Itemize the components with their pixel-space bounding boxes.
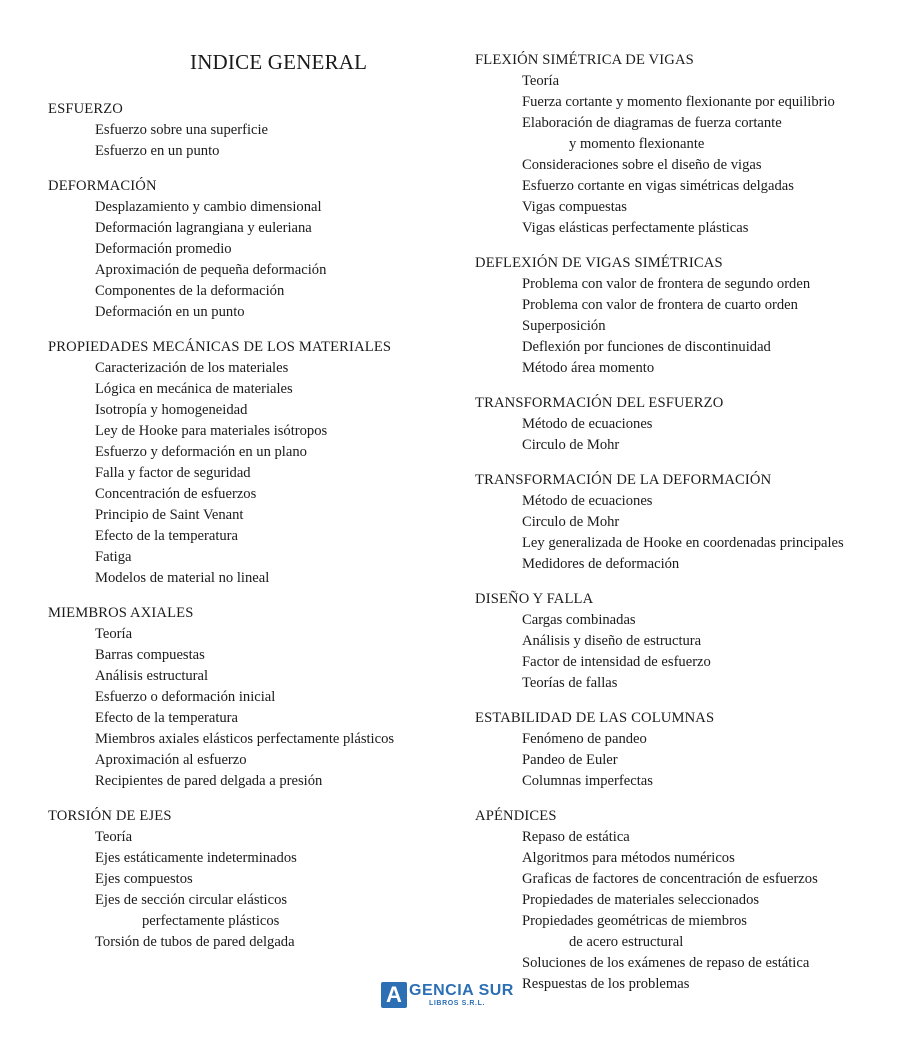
logo-text: GENCIA SUR xyxy=(409,982,514,999)
toc-entry: Consideraciones sobre el diseño de vigas xyxy=(522,157,762,173)
section-heading: TRANSFORMACIÓN DE LA DEFORMACIÓN xyxy=(475,472,772,488)
toc-section xyxy=(48,176,468,323)
toc-section xyxy=(48,806,468,953)
section-heading: DISEÑO Y FALLA xyxy=(475,591,594,607)
section-heading: ESTABILIDAD DE LAS COLUMNAS xyxy=(475,710,715,726)
toc-entry: Esfuerzo cortante en vigas simétricas delgadas xyxy=(522,178,794,194)
logo-subtext: LIBROS S.R.L. xyxy=(429,1000,486,1007)
toc-entry: Concentración de esfuerzos xyxy=(95,486,257,502)
toc-entry: Superposición xyxy=(522,318,606,334)
toc-entry: Recipientes de pared delgada a presión xyxy=(95,773,323,789)
toc-entry: Caracterización de los materiales xyxy=(95,360,289,376)
toc-entry: Fuerza cortante y momento flexionante por equilibrio xyxy=(522,94,835,110)
section-heading: FLEXIÓN SIMÉTRICA DE VIGAS xyxy=(475,52,694,68)
toc-entry: Componentes de la deformación xyxy=(95,283,285,299)
toc-entry: Deflexión por funciones de discontinuidad xyxy=(522,339,771,355)
toc-entry: Medidores de deformación xyxy=(522,556,680,572)
toc-section xyxy=(475,708,905,792)
toc-entry: Vigas elásticas perfectamente plásticas xyxy=(522,220,749,236)
toc-entry: de acero estructural xyxy=(569,934,684,950)
section-heading: MIEMBROS AXIALES xyxy=(48,605,194,621)
toc-entry: Ejes estáticamente indeterminados xyxy=(95,850,297,866)
toc-section xyxy=(475,806,905,995)
section-heading: DEFORMACIÓN xyxy=(48,178,157,194)
toc-entry: Circulo de Mohr xyxy=(522,514,620,530)
toc-entry: Teoría xyxy=(95,829,133,845)
toc-entry: Lógica en mecánica de materiales xyxy=(95,381,293,397)
toc-entry: Deformación en un punto xyxy=(95,304,245,320)
toc-entry: Teoría xyxy=(95,626,133,642)
section-heading: APÉNDICES xyxy=(475,808,557,824)
toc-entry: Aproximación de pequeña deformación xyxy=(95,262,327,278)
toc-entry: Ley de Hooke para materiales isótropos xyxy=(95,423,328,439)
toc-section xyxy=(475,50,905,239)
toc-entry: Efecto de la temperatura xyxy=(95,528,239,544)
toc-entry: Ejes compuestos xyxy=(95,871,193,887)
page-title: INDICE GENERAL xyxy=(190,50,368,74)
toc-entry: Repaso de estática xyxy=(522,829,630,845)
section-heading: TRANSFORMACIÓN DEL ESFUERZO xyxy=(475,395,724,411)
toc-entry: Respuestas de los problemas xyxy=(522,976,690,992)
toc-section xyxy=(475,589,905,694)
toc-entry: Torsión de tubos de pared delgada xyxy=(95,934,295,950)
toc-entry: Vigas compuestas xyxy=(522,199,627,215)
toc-entry: Falla y factor de seguridad xyxy=(95,465,251,481)
logo-letter-icon: A xyxy=(381,982,407,1008)
toc-entry: Propiedades de materiales seleccionados xyxy=(522,892,760,908)
toc-entry: Fenómeno de pandeo xyxy=(522,731,647,747)
toc-section xyxy=(475,253,905,379)
toc-entry: Ley generalizada de Hooke en coordenadas principales xyxy=(522,535,844,551)
toc-entry: Propiedades geométricas de miembros xyxy=(522,913,747,929)
toc-entry: Teoría xyxy=(522,73,560,89)
toc-section xyxy=(48,603,468,792)
toc-entry: Análisis y diseño de estructura xyxy=(522,633,702,649)
toc-entry: Teorías de fallas xyxy=(522,675,618,691)
toc-entry: Aproximación al esfuerzo xyxy=(95,752,247,768)
section-heading: TORSIÓN DE EJES xyxy=(48,808,172,824)
toc-entry: Deformación lagrangiana y euleriana xyxy=(95,220,312,236)
toc-entry: Cargas combinadas xyxy=(522,612,636,628)
section-heading: ESFUERZO xyxy=(48,101,123,117)
toc-entry: Deformación promedio xyxy=(95,241,232,257)
toc-entry: Barras compuestas xyxy=(95,647,205,663)
toc-entry: Algoritmos para métodos numéricos xyxy=(522,850,735,866)
toc-entry: Fatiga xyxy=(95,549,132,565)
toc-entry: Problema con valor de frontera de cuarto orden xyxy=(522,297,798,313)
toc-entry: Isotropía y homogeneidad xyxy=(95,402,248,418)
section-heading: DEFLEXIÓN DE VIGAS SIMÉTRICAS xyxy=(475,255,723,271)
toc-section xyxy=(475,393,905,456)
toc-section xyxy=(48,99,468,162)
toc-entry: Modelos de material no lineal xyxy=(95,570,270,586)
toc-entry: Principio de Saint Venant xyxy=(95,507,244,523)
toc-entry: Esfuerzo en un punto xyxy=(95,143,220,159)
toc-entry: Circulo de Mohr xyxy=(522,437,620,453)
toc-entry: Miembros axiales elásticos perfectamente plásticos xyxy=(95,731,395,747)
toc-entry: Ejes de sección circular elásticos xyxy=(95,892,288,908)
toc-entry: Graficas de factores de concentración de esfuerzos xyxy=(522,871,818,887)
toc-entry: Problema con valor de frontera de segundo orden xyxy=(522,276,811,292)
toc-entry: Elaboración de diagramas de fuerza cortante xyxy=(522,115,782,131)
toc-entry: Columnas imperfectas xyxy=(522,773,653,789)
toc-entry: y momento flexionante xyxy=(569,136,705,152)
toc-section xyxy=(48,337,468,589)
toc-entry: Análisis estructural xyxy=(95,668,209,684)
toc-entry: Pandeo de Euler xyxy=(522,752,618,768)
toc-entry: perfectamente plásticos xyxy=(142,913,280,929)
toc-entry: Esfuerzo sobre una superficie xyxy=(95,122,269,138)
toc-entry: Método de ecuaciones xyxy=(522,416,653,432)
section-heading: PROPIEDADES MECÁNICAS DE LOS MATERIALES xyxy=(48,339,392,355)
publisher-logo xyxy=(381,980,514,1010)
toc-section xyxy=(475,470,905,575)
toc-entry: Efecto de la temperatura xyxy=(95,710,239,726)
toc-entry: Soluciones de los exámenes de repaso de estática xyxy=(522,955,810,971)
toc-entry: Esfuerzo y deformación en un plano xyxy=(95,444,307,460)
toc-entry: Esfuerzo o deformación inicial xyxy=(95,689,276,705)
toc-entry: Método de ecuaciones xyxy=(522,493,653,509)
toc-entry: Método área momento xyxy=(522,360,655,376)
toc-entry: Desplazamiento y cambio dimensional xyxy=(95,199,322,215)
toc-entry: Factor de intensidad de esfuerzo xyxy=(522,654,711,670)
